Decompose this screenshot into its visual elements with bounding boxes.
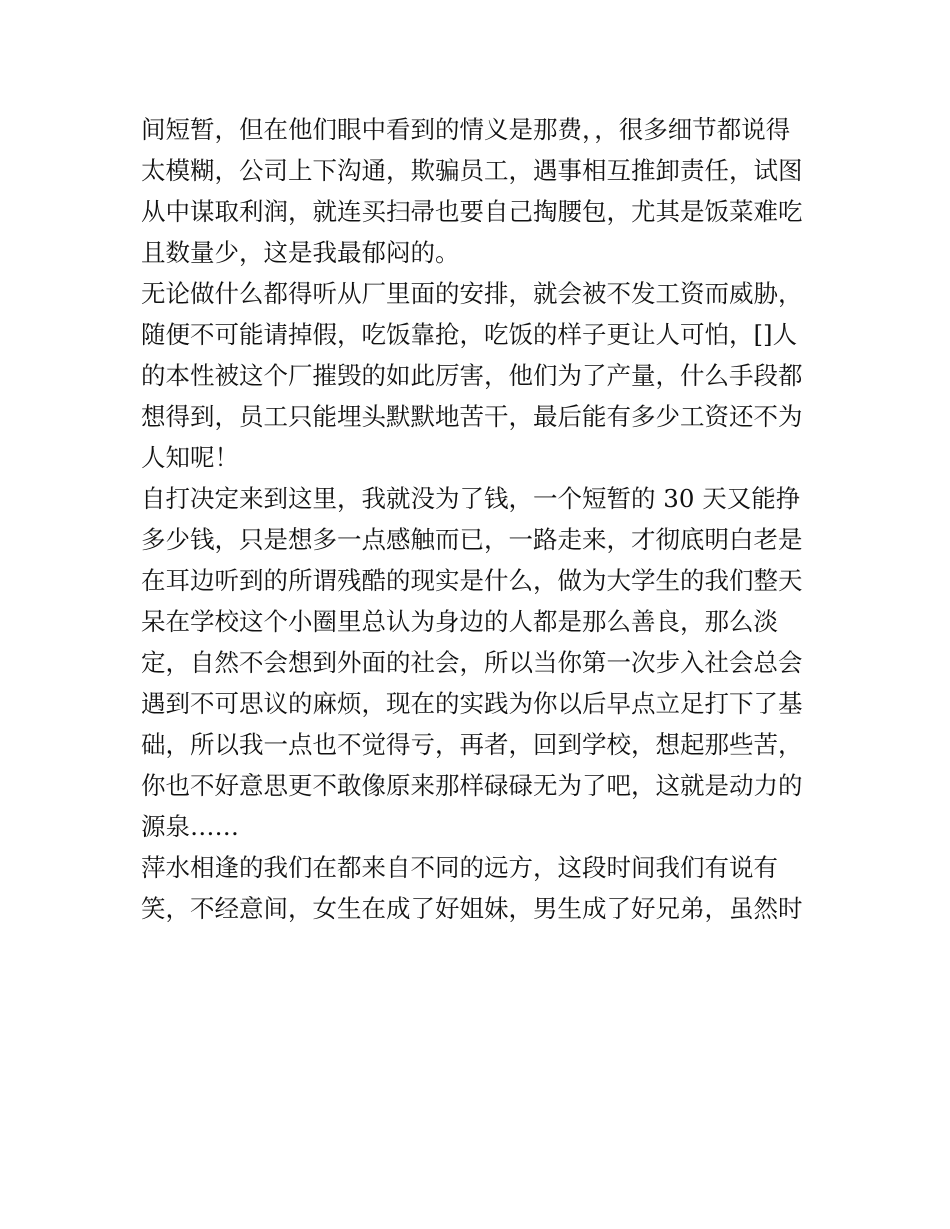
text-line: 随便不可能请掉假，吃饭靠抢，吃饭的样子更让人可怕，[]人 <box>141 320 798 349</box>
text-line: 太模糊，公司上下沟通，欺骗员工，遇事相互推卸责任，试图 <box>141 156 803 185</box>
text-line: 萍水相逢的我们在都来自不同的远方，这段时间我们有说有 <box>141 853 778 882</box>
text-line: 无论做什么都得听从厂里面的安排，就会被不发工资而威胁， <box>141 279 803 308</box>
body-text <box>141 109 813 929</box>
text-line: 笑，不经意间，女生在成了好姐妹，男生成了好兄弟，虽然时 <box>141 894 803 923</box>
text-line: 自打决定来到这里，我就没为了钱，一个短暂的 30 天又能挣 <box>141 484 801 513</box>
text-line: 且数量少，这是我最郁闷的。 <box>141 238 460 267</box>
text-line: 础，所以我一点也不觉得亏，再者，回到学校，想起那些苦， <box>141 730 803 759</box>
text-line: 人知呢！ <box>141 443 239 472</box>
text-line: 想得到，员工只能埋头默默地苦干，最后能有多少工资还不为 <box>141 402 803 431</box>
text-line: 源泉…… <box>141 812 239 841</box>
text-line: 从中谋取利润，就连买扫帚也要自己掏腰包，尤其是饭菜难吃 <box>141 197 803 226</box>
text-line: 呆在学校这个小圈里总认为身边的人都是那么善良，那么淡 <box>141 607 778 636</box>
text-line: 遇到不可思议的麻烦，现在的实践为你以后早点立足打下了基 <box>141 689 803 718</box>
text-line: 定，自然不会想到外面的社会，所以当你第一次步入社会总会 <box>141 648 803 677</box>
text-line: 间短暂，但在他们眼中看到的情义是那费，，很多细节都说得 <box>141 115 791 144</box>
text-line: 多少钱，只是想多一点感触而已，一路走来，才彻底明白老是 <box>141 525 803 554</box>
text-line: 你也不好意思更不敢像原来那样碌碌无为了吧，这就是动力的 <box>141 771 803 800</box>
text-line: 在耳边听到的所谓残酷的现实是什么，做为大学生的我们整天 <box>141 566 803 595</box>
text-line: 的本性被这个厂摧毁的如此厉害，他们为了产量，什么手段都 <box>141 361 803 390</box>
